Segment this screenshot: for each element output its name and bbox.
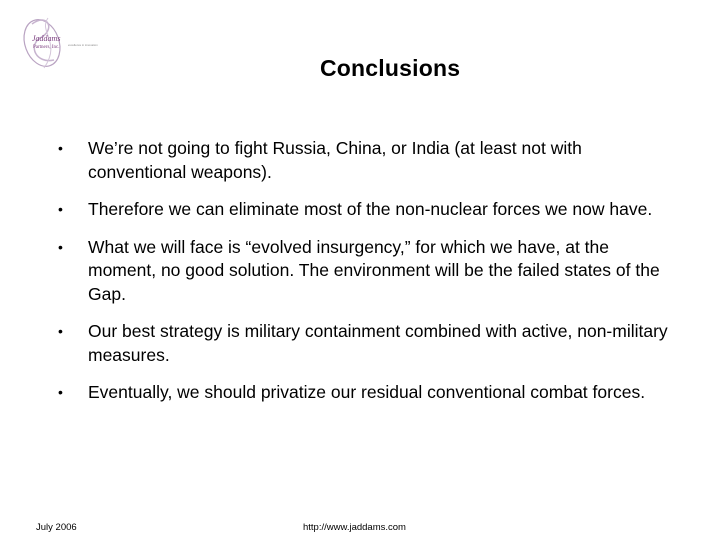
footer-date: July 2006 (36, 522, 77, 533)
bullet-text: Our best strategy is military containment combined with active, non-military measures. (88, 321, 668, 365)
bullet-dot-icon: • (58, 323, 63, 339)
bullet-text: What we will face is “evolved insurgency,” for which we have, at the moment, no good solution. The environment will be the failed states of the Gap. (88, 236, 660, 304)
bullet-item (56, 381, 676, 405)
logo-graphic (18, 12, 118, 74)
bullet-dot-icon: • (58, 140, 63, 156)
bullet-text: We’re not going to fight Russia, China, or India (at least not with conventional weapons). (88, 138, 582, 182)
bullet-list (56, 137, 676, 419)
bullet-item (56, 198, 676, 222)
company-logo (18, 12, 118, 74)
logo-text-line1: Jaddams (32, 34, 61, 43)
bullet-dot-icon: • (58, 384, 63, 400)
bullet-item (56, 320, 676, 367)
bullet-item (56, 236, 676, 307)
bullet-text: Therefore we can eliminate most of the non-nuclear forces we now have. (88, 199, 653, 219)
footer-url: http://www.jaddams.com (303, 522, 406, 533)
bullet-text: Eventually, we should privatize our residual conventional combat forces. (88, 382, 646, 402)
bullet-item (56, 137, 676, 184)
slide-title: Conclusions (320, 55, 461, 81)
logo-text-line2: Partners, Inc. (33, 45, 60, 50)
bullet-dot-icon: • (58, 201, 63, 217)
bullet-dot-icon: • (58, 238, 63, 255)
logo-tagline: excellence in innovation (68, 43, 98, 47)
